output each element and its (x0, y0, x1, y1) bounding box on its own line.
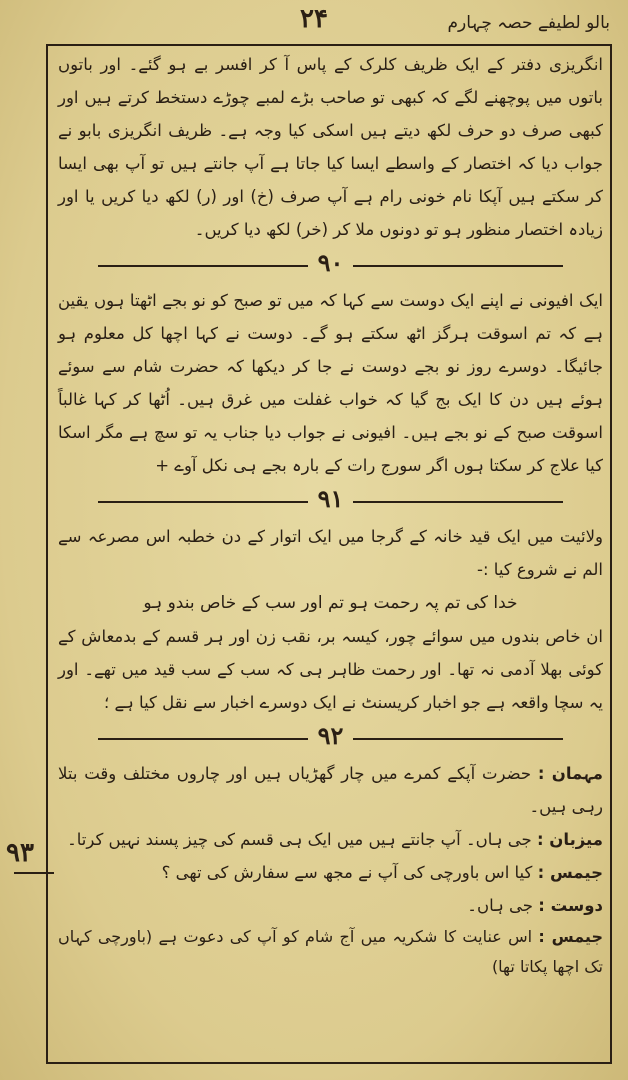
dialogue-line (58, 757, 603, 823)
speaker-name: مہمان : (537, 764, 603, 783)
dialogue-line (58, 889, 603, 922)
speaker-name: دوست : (538, 896, 603, 915)
dialogue-text: اس عنایت کا شکریہ میں آج شام کو آپ کی دعوت ہے (باورچی کہاں تک اچھا پکاتا تھا) (58, 927, 603, 976)
joke-number: ۹۲ (317, 721, 344, 750)
joke-paragraph: ان خاص بندوں میں سوائے چور، کیسہ بر، نقب زن اور ہر قسم کے بدمعاش کے کوئی بھلا آدمی نہ تھا۔ اور رحمت ظاہر ہی کہ سب کے سب قید میں تھے۔ اور یہ سچا واقعہ ہے جو اخبار کریسنٹ نے ایک دوسرے اخبار سے نقل کیا ہے ؛ (58, 627, 603, 712)
section-divider (58, 721, 603, 755)
divider-rule (353, 265, 563, 267)
dialogue-line (58, 856, 603, 889)
dialogue-text: کیا اس باورچی کی آپ نے مجھ سے سفارش کی تھی ؟ (161, 863, 533, 882)
page-body (58, 48, 603, 982)
dialogue-text: جی ہاں۔ (467, 896, 533, 915)
page-header (0, 4, 628, 44)
verse-line: خدا کی تم پہ رحمت ہو تم اور سب کے خاص بندو ہو (143, 593, 518, 613)
margin-bracket (14, 872, 54, 874)
speaker-name: جیمس : (538, 927, 603, 946)
joke-paragraph: انگریزی دفتر کے ایک ظریف کلرک کے پاس آ کر افسر بے ہو گئے۔ اور باتوں باتوں میں پوچھنے لگے کہ کبھی تو صاحب بڑے لمبے چوڑے دستخط کرتے ہیں اور کبھی صرف دو حرف لکھ دیتے ہیں اسکی کیا وجہ ہے۔ ظریف انگریزی بابو نے جواب دیا کہ اختصار کے واسطے ایسا کیا جاتا ہے آپ جانتے ہیں تو آپ بھی ایسا کر سکتے ہیں آپکا نام خونی رام ہے آپ صرف (خ) اور (ر) لکھ دیا کریں یا اور زیادہ اختصار منظور ہو تو دونوں ملا کر (خر) لکھ دیا کریں۔ (58, 55, 603, 239)
margin-number: ۹۳ (6, 838, 34, 868)
dialogue-line (58, 823, 603, 856)
speaker-name: جیمس : (537, 863, 603, 882)
section-divider (58, 484, 603, 518)
divider-rule (353, 738, 563, 740)
speaker-name: میزبان : (536, 830, 603, 849)
running-title: بالو لطیفے حصہ چہارم (447, 13, 610, 33)
joke-paragraph: ایک افیونی نے اپنے ایک دوست سے کہا کہ میں تو صبح کو نو بجے اٹھتا ہوں یقین ہے کہ تم اسوقت ہرگز اٹھ سکتے ہو گے۔ دوست نے کہا اچھا کل معلوم ہو جائیگا۔ دوسرے روز نو بجے دوست نے جا کر دیکھا کہ حضرت شام سے سوئے ہوئے ہیں دن کا ایک بج گیا کہ خواب غفلت میں غرق ہیں۔ اُٹھا کر کہا غالباً اسوقت صبح کے نو بجے ہیں۔ افیونی نے جواب دیا جناب یہ تو سچ ہے مگر اسکا کیا علاج کر سکتا ہوں اگر سورج رات کے بارہ بجے ہی نکل آوے + (58, 291, 603, 475)
section-divider (58, 248, 603, 282)
dialogue-text: جی ہاں۔ آپ جانتے ہیں میں ایک ہی قسم کی چیز پسند نہیں کرتا۔ (67, 830, 532, 849)
page-number: ۲۴ (300, 4, 328, 34)
dialogue-line (58, 922, 603, 982)
joke-number: ۹۰ (317, 248, 344, 277)
joke-paragraph: ولائیت میں ایک قید خانہ کے گرجا میں ایک اتوار کے دن خطبہ اس مصرعہ سے الم نے شروع کیا :- (58, 527, 603, 579)
joke-number: ۹۱ (317, 484, 344, 513)
divider-rule (353, 501, 563, 503)
dialogue-text: حضرت آپکے کمرے میں چار گھڑیاں ہیں اور چاروں مختلف وقت بتلا رہی ہیں۔ (58, 764, 603, 816)
